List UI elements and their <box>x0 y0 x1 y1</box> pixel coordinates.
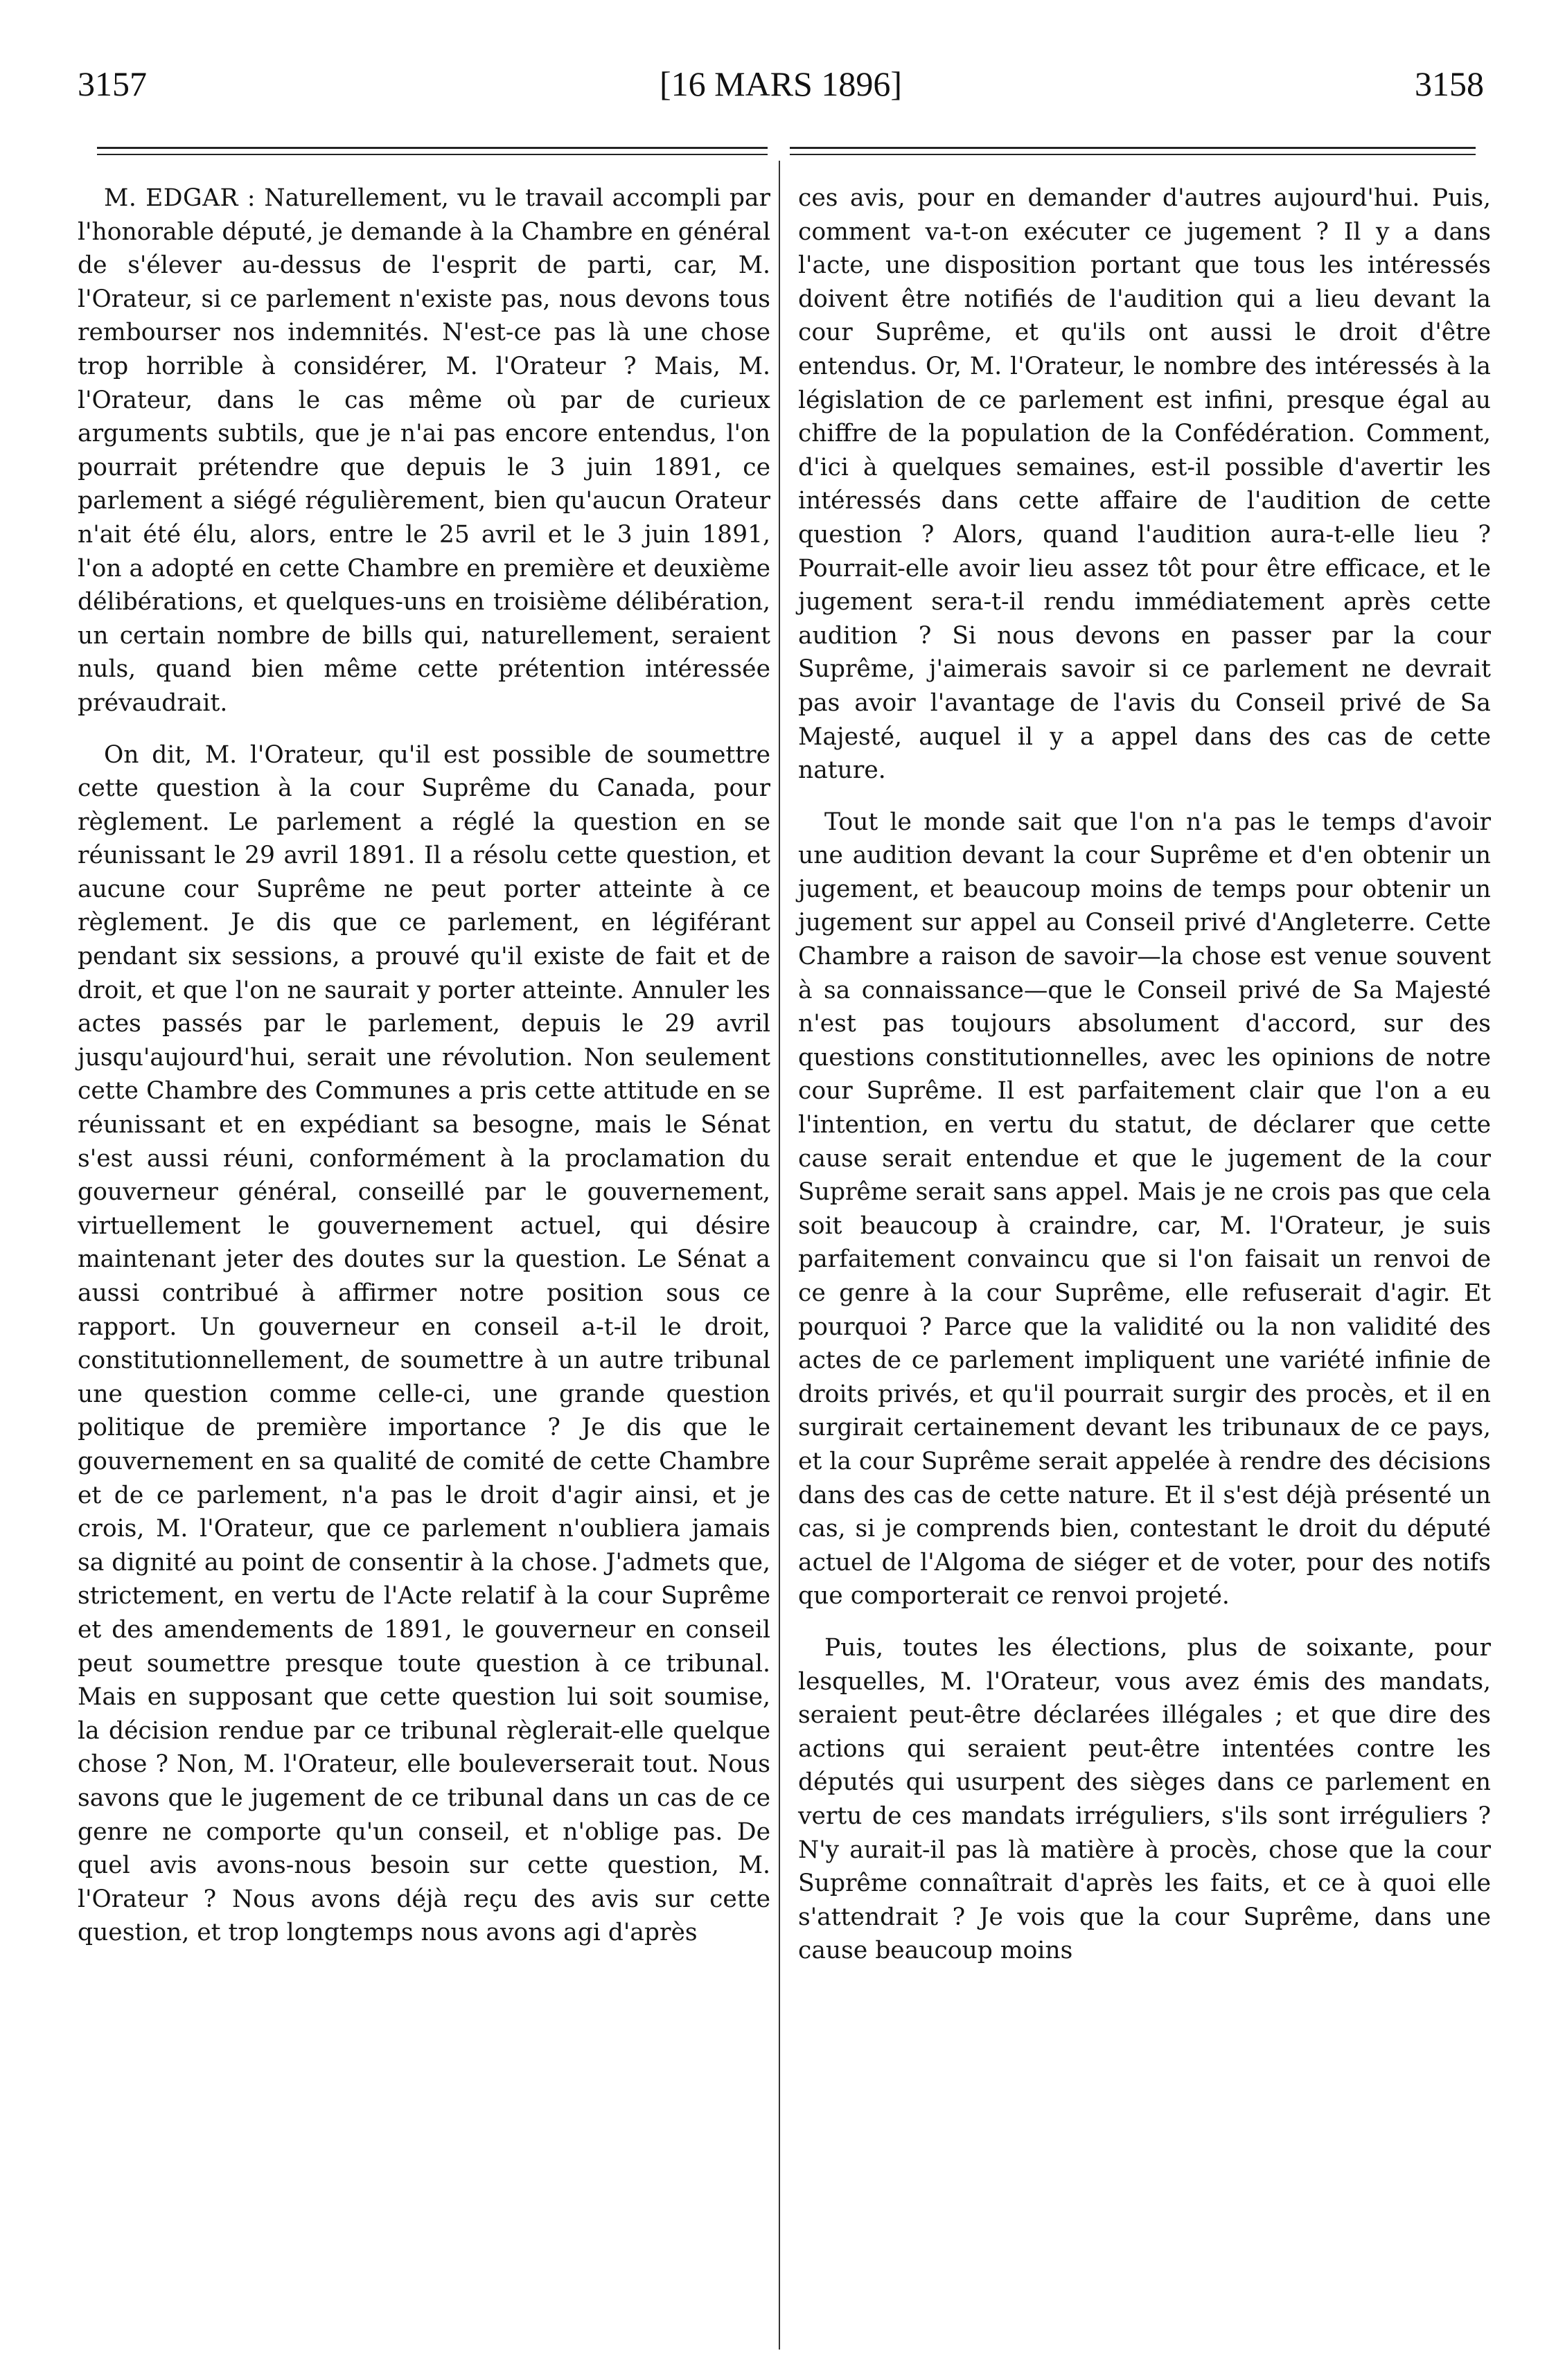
paragraph-text: Naturellement, vu le travail accompli par l'honorable député, je demande à la Chambre en général de s'élever au-dessus de l'esprit de parti, car, M. l'Orateur, si ce parlement n'existe pas, nous devons tous rembourser nos indemnités. N'est-ce pas là une chose trop horrible à considérer, M. l'Orateur ? Mais, M. l'Orateur, dans le cas même où par de curieux arguments subtils, que je n'ai pas encore entendus, l'on pourrait prétendre que depuis le 3 juin 1891, ce parlement a siégé régulièrement, bien qu'aucun Orateur n'ait été élu, alors, entre le 25 avril et le 3 juin 1891, l'on a adopté en cette Chambre en première et deuxième délibérations, et quelques-uns en troisième délibération, un certain nombre de bills qui, naturellement, seraient nuls, quand bien même cette prétention intéressée prévaudrait. <box>78 184 770 717</box>
header-rule-right-bottom <box>790 154 1476 155</box>
header-rule-left-bottom <box>97 154 768 155</box>
page-number-right: 3158 <box>1415 64 1484 103</box>
right-column <box>798 181 1491 1986</box>
page-header <box>78 64 1484 105</box>
paragraph: Puis, toutes les élections, plus de soixante, pour lesquelles, M. l'Orateur, vous avez émis des mandats, seraient peut-être déclarées illégales ; et que dire des actions qui seraient peut-être intentées contre les députés qui usurpent des sièges dans ce parlement en vertu de ces mandats irréguliers, s'ils sont irréguliers ? N'y aurait-il pas là matière à procès, chose que la cour Suprême connaîtrait d'après les faits, et ce à quoi elle s'attendrait ? Je vois que la cour Suprême, dans une cause beaucoup moins <box>798 1633 1491 1965</box>
header-rule-left-top <box>97 147 768 149</box>
header-rule-right-top <box>790 147 1476 149</box>
paragraph-continuation: ces avis, pour en demander d'autres aujourd'hui. Puis, comment va-t-on exécuter ce jugement ? Il y a dans l'acte, une disposition portant que tous les intéressés doivent être notifiés de l'audition qui a lieu devant la cour Suprême, et qu'ils ont aussi le droit d'être entendus. Or, M. l'Orateur, le nombre des intéressés à la législation de ce parlement est infini, presque égal au chiffre de la population de la Confédération. Comment, d'ici à quelques semaines, est-il possible d'avertir les intéressés dans cette affaire de l'audition de cette question ? Alors, quand l'audition aura-t-elle lieu ? Pourrait-elle avoir lieu assez tôt pour être efficace, et le jugement sera-t-il rendu immédiatement après cette audition ? Si nous devons en passer par la cour Suprême, j'aimerais savoir si ce parlement ne devrait pas avoir l'avantage de l'avis du Conseil privé de Sa Majesté, auquel il y a appel dans des cas de cette nature. <box>798 184 1491 785</box>
paragraph: Tout le monde sait que l'on n'a pas le temps d'avoir une audition devant la cour Suprême et d'en obtenir un jugement, et beaucoup moins de temps pour obtenir un jugement sur appel au Conseil privé d'Angleterre. Cette Chambre a raison de savoir—la chose est venue souvent à sa connaissance—que le Conseil privé de Sa Majesté n'est pas toujours absolument d'accord, sur des questions constitutionnelles, avec les opinions de notre cour Suprême. Il est parfaitement clair que l'on a eu l'intention, en vertu du statut, de déclarer que cette cause serait entendue et que le jugement de la cour Suprême serait sans appel. Mais je ne crois pas que cela soit beaucoup à craindre, car, M. l'Orateur, je suis parfaitement convaincu que si l'on faisait un renvoi de ce genre à la cour Suprême, elle refuserait d'agir. Et pourquoi ? Parce que la validité ou la non validité des actes de ce parlement impliquent une variété infinie de droits privés, et qu'il pourrait surgir des procès, et il en surgirait certainement devant les tribunaux de ce pays, et la cour Suprême serait appelée à rendre des décisions dans des cas de cette nature. Et il s'est déjà présenté un cas, si je comprends bien, contestant le droit du député actuel de l'Algoma de siéger et de voter, pour des notifs que comporterait ce renvoi projeté. <box>798 808 1491 1610</box>
paragraph <box>78 181 770 720</box>
column-divider <box>779 161 780 2350</box>
left-column <box>78 181 770 1968</box>
speaker-name: M. EDGAR : <box>104 184 256 212</box>
paragraph: On dit, M. l'Orateur, qu'il est possible de soumettre cette question à la cour Suprême du Canada, pour règlement. Le parlement a réglé la question en se réunissant le 29 avril 1891. Il a résolu cette question, et aucune cour Suprême ne peut porter atteinte à ce règlement. Je dis que ce parlement, en légiférant pendant six sessions, a prouvé qu'il existe de fait et de droit, et que l'on ne saurait y porter atteinte. Annuler les actes passés par le parlement, depuis le 29 avril jusqu'aujourd'hui, serait une révolution. Non seulement cette Chambre des Communes a pris cette attitude en se réunissant et en expédiant sa besogne, mais le Sénat s'est aussi réuni, conformément à la proclamation du gouverneur général, conseillé par le gouvernement, virtuellement le gouvernement actuel, qui désire maintenant jeter des doutes sur la question. Le Sénat a aussi contribué à affirmer notre position sous ce rapport. Un gouverneur en conseil a-t-il le droit, constitutionnellement, de soumettre à un autre tribunal une question comme celle-ci, une grande question politique de première importance ? Je dis que le gouvernement en sa qualité de comité de cette Chambre et de ce parlement, n'a pas le droit d'agir ainsi, et je crois, M. l'Orateur, que ce parlement n'oubliera jamais sa dignité au point de consentir à la chose. J'admets que, strictement, en vertu de l'Acte relatif à la cour Suprême et des amendements de 1891, le gouverneur en conseil peut soumettre presque toute question à ce tribunal. Mais en supposant que cette question lui soit soumise, la décision rendue par ce tribunal règlerait-elle quelque chose ? Non, M. l'Orateur, elle bouleverserait tout. Nous savons que le jugement de ce tribunal dans un cas de ce genre ne comporte qu'un conseil, et n'oblige pas. De quel avis avons-nous besoin sur cette question, M. l'Orateur ? Nous avons déjà reçu des avis sur cette question, et trop longtemps nous avons agi d'après <box>78 740 770 1947</box>
session-date: [16 MARS 1896] <box>659 64 903 103</box>
page-number-left: 3157 <box>78 64 147 103</box>
